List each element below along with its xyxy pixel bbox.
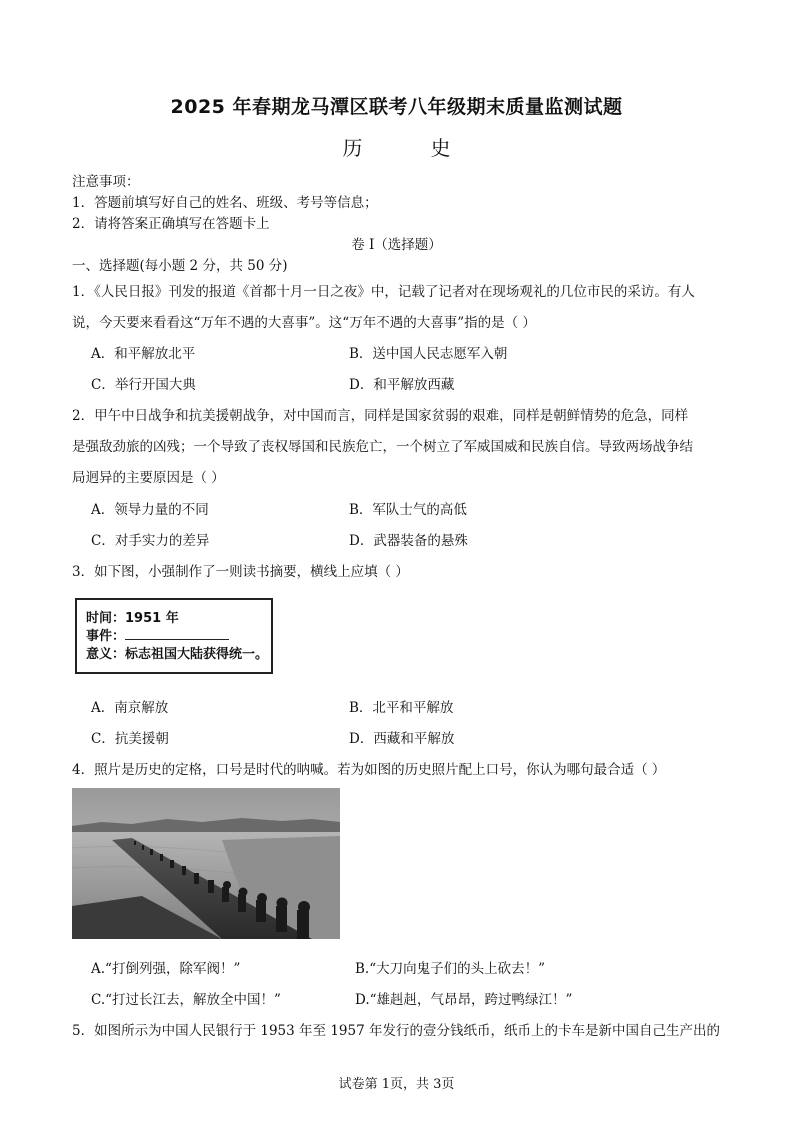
q2-option-c: C．对手实力的差异: [91, 533, 210, 549]
q1-option-c: C．举行开国大典: [91, 377, 196, 393]
q2-line-3: 局迥异的主要原因是（ ）: [72, 470, 225, 486]
subject-title: [0, 132, 793, 161]
q3-option-d: D．西藏和平解放: [349, 731, 455, 747]
q4-option-a: A.“打倒列强，除军阀！”: [91, 961, 241, 977]
summary-time: 时间：1951 年: [86, 611, 179, 626]
q3-option-c: C．抗美援朝: [91, 731, 169, 747]
q4-option-b: B.“大刀向鬼子们的头上砍去！”: [355, 961, 546, 977]
summary-meaning: 意义：标志祖国大陆获得统一。: [86, 647, 269, 662]
notice-item-2: 2．请将答案正确填写在答题卡上: [72, 216, 270, 232]
reading-summary-box: [75, 598, 273, 674]
q2-line-1: 2．甲午中日战争和抗美援朝战争，对中国而言，同样是国家贫弱的艰难，同样是朝鲜情势的危急，同样: [72, 408, 689, 424]
notice-item-1: 1．答题前填写好自己的姓名、班级、考号等信息；: [72, 195, 378, 211]
q2-option-a: A．领导力量的不同: [91, 502, 209, 518]
q1-option-a: A．和平解放北平: [91, 346, 196, 362]
section-heading: 一、选择题(每小题 2 分，共 50 分): [72, 258, 288, 274]
q4-line-1: 4．照片是历史的定格，口号是时代的呐喊。若为如图的历史照片配上口号，你认为哪句最合适（ ）: [72, 762, 666, 778]
q1-option-d: D．和平解放西藏: [349, 377, 455, 393]
q2-line-2: 是强敌劲旅的凶残；一个导致了丧权辱国和民族危亡，一个树立了军威国威和民族自信。导致两场战争结: [72, 439, 693, 455]
page-footer: 试卷第 1页，共 3页: [338, 1077, 455, 1092]
q3-option-b: B．北平和平解放: [349, 700, 454, 716]
q2-option-b: B．军队士气的高低: [349, 502, 467, 518]
summary-event-blank: [125, 628, 229, 640]
q5-line-1: 5．如图所示为中国人民银行于 1953 年至 1957 年发行的壹分钱纸币，纸币上的卡车是新中国自己生产出的: [72, 1023, 720, 1039]
volume-label: 卷 I（选择题）: [351, 237, 442, 253]
exam-title: 2025 年春期龙马潭区联考八年级期末质量监测试题: [170, 96, 623, 118]
subject-char-1: 历: [342, 136, 363, 160]
q3-option-a: A．南京解放: [91, 700, 169, 716]
summary-event-label: 事件：: [86, 629, 126, 644]
q3-line-1: 3．如下图，小强制作了一则读书摘要，横线上应填（ ）: [72, 564, 409, 580]
q2-option-d: D．武器装备的悬殊: [349, 533, 468, 549]
q1-line-2: 说，今天要来看看这“万年不遇的大喜事”。这“万年不遇的大喜事”指的是（ ）: [72, 315, 536, 331]
q4-option-d: D.“雄赳赳，气昂昂，跨过鸭绿江！”: [355, 992, 573, 1008]
summary-event: [86, 625, 229, 644]
subject-char-2: 史: [430, 136, 451, 160]
notice-heading: 注意事项：: [72, 174, 140, 190]
q1-option-b: B．送中国人民志愿军入朝: [349, 346, 508, 362]
historical-photo-troops-crossing: [72, 788, 340, 939]
q1-line-1: 1．《人民日报》刊发的报道《首都十月一日之夜》中，记载了记者对在现场观礼的几位市民的采访。有人: [72, 284, 695, 300]
q4-option-c: C.“打过长江去，解放全中国！”: [91, 992, 281, 1008]
